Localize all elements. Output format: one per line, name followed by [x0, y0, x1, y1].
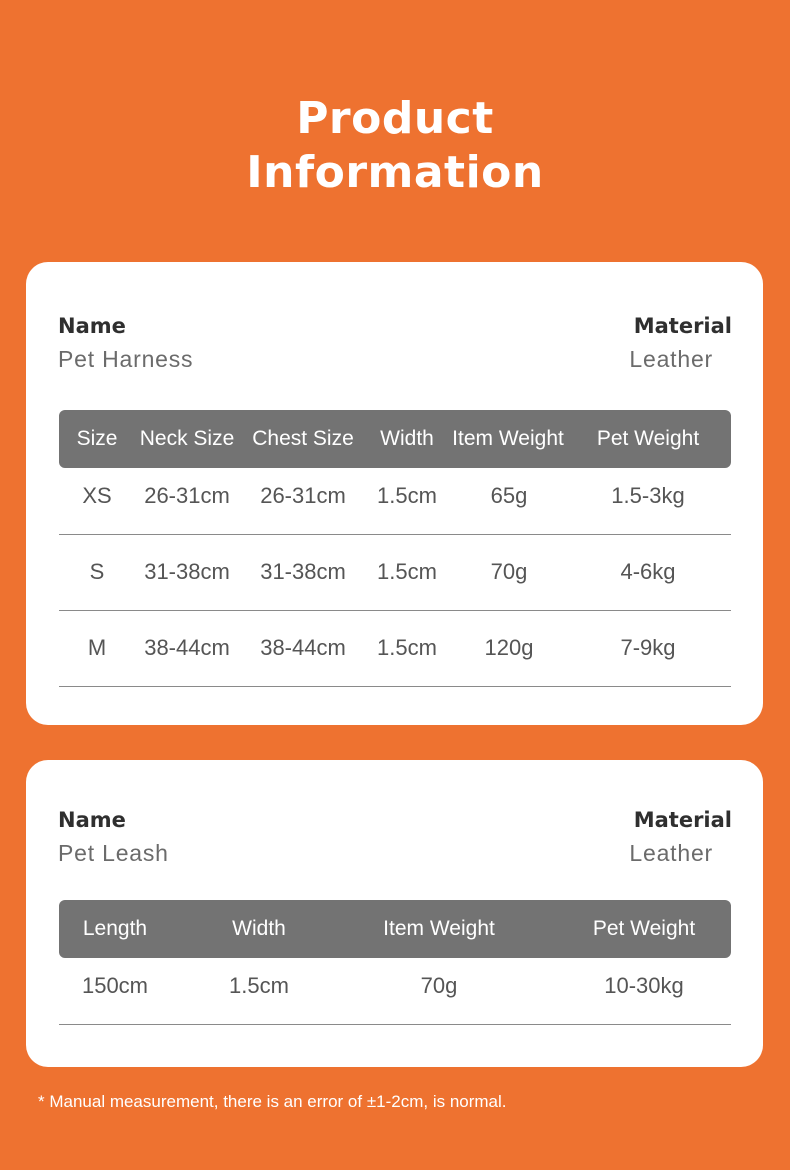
leash-cell: 150cm [81, 973, 149, 998]
harness-col-size: Size [76, 427, 118, 450]
harness-cell: S [89, 559, 105, 584]
harness-col-neck: Neck Size [139, 427, 235, 450]
harness-col-width: Width [380, 427, 434, 450]
harness-cell: 26-31cm [144, 483, 230, 508]
leash-cell: 70g [420, 973, 458, 998]
harness-cell: 65g [490, 483, 528, 508]
harness-cell: 4-6kg [620, 559, 676, 584]
harness-cell: 1.5cm [377, 483, 437, 508]
page-title-line1: Product [296, 93, 494, 144]
leash-col-length: Length [82, 917, 148, 940]
leash-cell: 1.5cm [229, 973, 289, 998]
leash-name-label: Name [58, 808, 126, 832]
harness-cell: 70g [490, 559, 528, 584]
page-title-line2: Information [246, 147, 544, 198]
harness-material-value: Leather [629, 346, 713, 372]
table-row [59, 534, 731, 611]
leash-name-value: Pet Leash [58, 840, 169, 866]
table-row [59, 458, 731, 535]
harness-cell: 7-9kg [620, 635, 676, 660]
leash-col-pet-weight: Pet Weight [592, 917, 696, 940]
harness-cell: 120g [484, 635, 534, 660]
table-row [59, 948, 731, 1025]
leash-material-label: Material [633, 808, 732, 832]
table-row [59, 610, 731, 687]
harness-material-label: Material [633, 314, 732, 338]
leash-col-width: Width [232, 917, 286, 940]
harness-cell: 38-44cm [260, 635, 346, 660]
harness-cell: 31-38cm [260, 559, 346, 584]
harness-col-item-weight: Item Weight [452, 427, 564, 450]
harness-col-chest: Chest Size [252, 427, 354, 450]
harness-cell: 1.5cm [377, 635, 437, 660]
harness-card [26, 262, 763, 725]
leash-col-item-weight: Item Weight [383, 917, 495, 940]
harness-cell: 31-38cm [144, 559, 230, 584]
harness-cell: 1.5-3kg [611, 483, 685, 508]
harness-cell: 38-44cm [144, 635, 230, 660]
harness-cell: XS [82, 483, 112, 508]
harness-cell: M [87, 635, 107, 660]
leash-card [26, 760, 763, 1067]
harness-name-label: Name [58, 314, 126, 338]
leash-material-value: Leather [629, 840, 713, 866]
harness-col-pet-weight: Pet Weight [596, 427, 700, 450]
harness-name-value: Pet Harness [58, 346, 194, 372]
page-title [0, 92, 790, 200]
harness-cell: 26-31cm [260, 483, 346, 508]
leash-cell: 10-30kg [604, 973, 684, 998]
footnote: * Manual measurement, there is an error of ±1-2cm, is normal. [38, 1092, 507, 1111]
harness-cell: 1.5cm [377, 559, 437, 584]
